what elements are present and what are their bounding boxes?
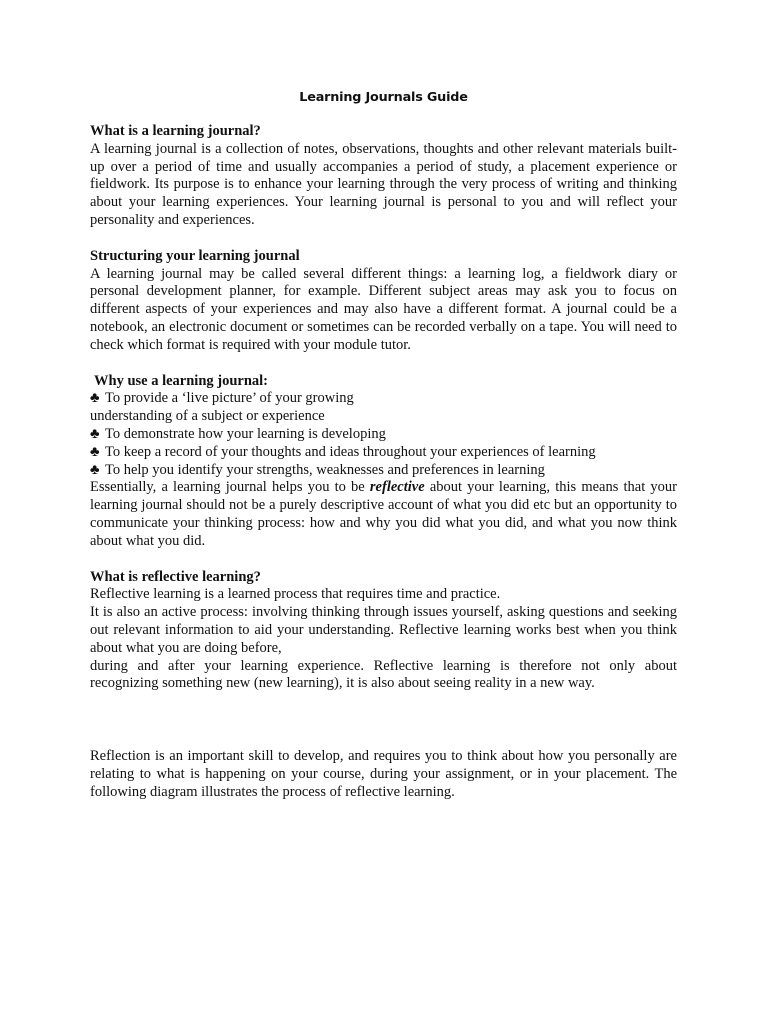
section-body-what-is: A learning journal is a collection of notes, observations, thoughts and other relevant materials built-up over a period of time and usually accompanies a period of study, a placement experience or fieldwork. Its purpose is to enhance your learning through the very process of writing and thinking about your learning experiences. Your learning journal is personal to you and will reflect your personality and experiences. — [90, 140, 677, 228]
section-body-reflection: Reflection is an important skill to develop, and requires you to think about how you personally are relating to what is happening on your course, during your assignment, or in your placement. The following diagram illustrates the process of reflective learning. — [90, 748, 677, 800]
section-heading-reflective: What is reflective learning? — [90, 568, 261, 585]
section-heading-what-is: What is a learning journal? — [90, 123, 261, 139]
club-bullet-icon: ♣ — [90, 425, 100, 442]
bullet-item — [90, 426, 677, 444]
bullet-text: To help you identify your strengths, weaknesses and preferences in learning — [105, 461, 545, 478]
club-bullet-icon: ♣ — [90, 390, 100, 407]
section-line-reflective: Reflective learning is a learned process that requires time and practice. — [90, 586, 501, 603]
document-title: Learning Journals Guide — [299, 90, 468, 105]
club-bullet-icon: ♣ — [90, 443, 100, 460]
spacer — [90, 551, 677, 569]
bullet-item — [90, 462, 677, 480]
bullet-text: To demonstrate how your learning is developing — [105, 425, 386, 442]
section-heading-structuring: Structuring your learning journal — [90, 247, 300, 264]
club-bullet-icon: ♣ — [90, 461, 100, 478]
bullet-text: To provide a ‘live picture’ of your growing — [105, 390, 354, 407]
bullet-continuation: understanding of a subject or experience — [90, 408, 325, 425]
section-body-reflective-2: during and after your learning experience. Reflective learning is therefore not only about recognizing something new (new learning), it is also about seeing reality in a new way. — [90, 657, 677, 692]
bullet-item — [90, 444, 677, 462]
section-summary-why-use — [90, 479, 677, 550]
summary-text-after: about your learning, this means that your learning journal should not be a purely descriptive account of what you did etc but an opportunity to communicate your thinking process: how and why you did what you did, and what you now think about what you did. — [90, 479, 677, 549]
section-body-reflective-1: It is also an active process: involving thinking through issues yourself, asking questions and seeking out relevant information to aid your understanding. Reflective learning works best when you think about what you are doing before, — [90, 604, 677, 656]
spacer — [90, 693, 677, 748]
section-body-structuring: A learning journal may be called several different things: a learning log, a fieldwork diary or personal development planner, for example. Different subject areas may ask you to focus on different aspects of your experiences and may also have a different format. A journal could be a notebook, an electronic document or sometimes can be recorded verbally on a tape. You will need to check which format is required with your module tutor. — [90, 265, 677, 353]
document-page — [90, 90, 677, 802]
summary-emphasis: reflective — [369, 479, 425, 496]
spacer — [90, 355, 677, 373]
bullet-item — [90, 390, 677, 408]
section-heading-why-use: Why use a learning journal: — [94, 372, 269, 389]
summary-text-before: Essentially, a learning journal helps you to be — [90, 479, 370, 496]
bullet-text: To keep a record of your thoughts and ideas throughout your experiences of learning — [105, 443, 596, 460]
spacer — [90, 230, 677, 248]
